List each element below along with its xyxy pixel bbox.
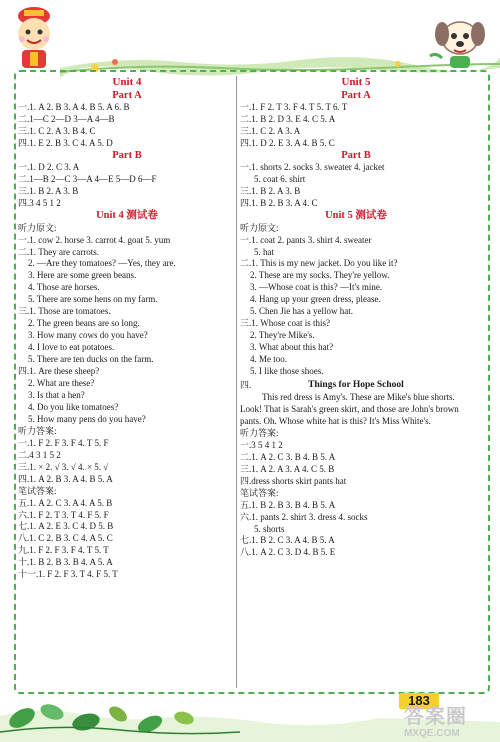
- answer-line: 四.1. B 2. B 3. A 4. C: [240, 198, 318, 209]
- answer-line: 一.1. A 2. B 3. A 4. B 5. A 6. B: [18, 102, 130, 112]
- answer-line: 二.1. This is my new jacket. Do you like it?: [240, 258, 398, 269]
- answer-line: 十.1. B 2. B 3. B 4. A 5. A: [18, 557, 113, 568]
- unit-title: Unit 5: [341, 76, 371, 88]
- answer-line: 八.1. C 2. B 3. C 4. A 5. C: [18, 533, 113, 544]
- part-heading: Part B: [341, 149, 371, 161]
- answer-line: 2. The green beans are so long.: [28, 318, 140, 329]
- answer-line: 三.1. C 2. A 3. B 4. C: [18, 125, 96, 136]
- test-heading: Unit 4 测试卷: [96, 210, 158, 222]
- answer-line: 二.1. They are carrots.: [18, 246, 99, 257]
- answer-line: 二.1—B 2—C 3—A 4—E 5—D 6—F: [18, 174, 157, 185]
- answer-line: 一.1. coat 2. pants 3. shirt 4. sweater: [240, 234, 372, 245]
- answer-line: 四.1. D 2. E 3. A 4. B 5. C: [240, 137, 335, 148]
- answer-line: 5. Chen Jie has a yellow hat.: [250, 306, 353, 317]
- answer-line: 四.3 4 5 1 2: [18, 198, 61, 209]
- answer-line: 2. —Are they tomatoes? —Yes, they are.: [28, 258, 176, 269]
- answer-line: 六.1. pants 2. shirt 3. dress 4. socks: [240, 511, 368, 522]
- answer-line: 5. I like those shoes.: [250, 366, 324, 377]
- passage-title: Things for Hope School: [308, 380, 404, 391]
- answer-line: 一.1. F 2. F 3. F 4. T 5. F: [18, 437, 109, 448]
- answer-line: 一.1. D 2. C 3. A: [18, 162, 80, 173]
- answer-line: 四.1. Are these sheep?: [18, 366, 100, 377]
- answer-line: 三.1. Those are tomatoes.: [18, 306, 111, 317]
- answer-line: 2. What are these?: [28, 378, 95, 389]
- column-divider: [236, 76, 237, 688]
- answer-line: 三.1. B 2. A 3. B: [18, 186, 79, 197]
- answer-line: 一.3 5 4 1 2: [240, 439, 283, 450]
- answer-line: 五.1. A 2. C 3. A 4. A 5. B: [18, 497, 113, 508]
- unit-title: Unit 4: [112, 76, 142, 88]
- section-label: 听力答案:: [240, 427, 279, 438]
- watermark-url: MXQE.COM: [404, 728, 460, 739]
- answer-line: 3. —Whose coat is this? —It's mine.: [250, 282, 383, 293]
- section-label: 笔试答案:: [240, 487, 279, 498]
- answer-line: 5. There are ten ducks on the farm.: [28, 354, 154, 365]
- answer-line: 4. Me too.: [250, 354, 287, 365]
- answer-line: 三.1. A 2. A 3. A 4. C 5. B: [240, 463, 335, 474]
- left-column: [18, 76, 236, 581]
- answer-line: 三.1. C 2. A 3. A: [240, 125, 301, 136]
- answer-line: 3. Here are some green beans.: [28, 270, 137, 281]
- answer-line: 二.1—C 2—D 3—A 4—B: [18, 113, 115, 124]
- answer-line: 十一.1. F 2. F 3. T 4. F 5. T: [18, 569, 118, 580]
- section-label: 笔试答案:: [18, 485, 57, 496]
- test-heading: Unit 5 测试卷: [325, 210, 387, 222]
- answer-line: 4. Those are horses.: [28, 282, 100, 293]
- answer-line: 3. Is that a hen?: [28, 389, 85, 400]
- page-number: 183: [399, 693, 439, 709]
- dog-mascot-icon: [420, 8, 496, 72]
- answer-line: 三.1. Whose coat is this?: [240, 318, 330, 329]
- answer-line: 四.1. A 2. B 3. A 4. B 5. A: [18, 473, 113, 484]
- answer-line: 4. I love to eat potatoes.: [28, 342, 115, 353]
- answer-line: 三.1. × 2. √ 3. √ 4. × 5. √: [18, 461, 109, 472]
- answer-line: 5. coat 6. shirt: [254, 174, 306, 185]
- watermark-title: 答案圈: [404, 706, 467, 728]
- part-heading: Part A: [112, 89, 142, 101]
- answer-line: 5. There are some hens on my farm.: [28, 294, 158, 305]
- answer-line: 5. hat: [254, 246, 274, 257]
- section-label: 听力答案:: [18, 425, 57, 436]
- answer-line: 一.1. shorts 2. socks 3. sweater 4. jacket: [240, 162, 385, 173]
- answer-line: 3. How many cows do you have?: [28, 330, 148, 341]
- answer-line: 四.dress shorts skirt pants hat: [240, 475, 347, 486]
- boy-mascot-icon: [2, 2, 66, 72]
- section-label: 听力原文:: [240, 222, 279, 233]
- answer-line: 3. What about this hat?: [250, 342, 334, 353]
- answer-line: 4. Hang up your green dress, please.: [250, 294, 381, 305]
- passage-title-row: [240, 378, 472, 392]
- answer-line: 一.1. F 2. T 3. F 4. T 5. T 6. T: [240, 102, 348, 112]
- answer-line: 七.1. A 2. E 3. C 4. D 5. B: [18, 521, 114, 532]
- passage-text: This red dress is Amy's. These are Mike's blue shorts. Look! That is Sarah's green skirt, and those are John's brown pants. Oh. Whose white hat is this? It's Miss White's.: [240, 392, 459, 426]
- answer-line: 三.1. B 2. A 3. B: [240, 186, 301, 197]
- answer-line: 四.1. E 2. B 3. C 4. A 5. D: [18, 137, 113, 148]
- answer-line: 七.1. B 2. C 3. A 4. B 5. A: [240, 535, 335, 546]
- watermark: [404, 706, 498, 740]
- answer-line: 二.4 3 1 5 2: [18, 449, 61, 460]
- answer-line: 2. They're Mike's.: [250, 330, 315, 341]
- right-column: [240, 76, 472, 559]
- answer-line: 5. shorts: [254, 523, 285, 534]
- answer-line: 九.1. F 2. F 3. F 4. T 5. T: [18, 545, 109, 556]
- answer-line: 4. Do you like tomatoes?: [28, 401, 119, 412]
- answer-line: 六.1. F 2. T 3. T 4. F 5. F: [18, 509, 109, 520]
- part-heading: Part A: [341, 89, 371, 101]
- section-label: 四.: [240, 380, 252, 391]
- answer-line: 五.1. B 2. B 3. B 4. B 5. A: [240, 499, 336, 510]
- section-label: 听力原文:: [18, 222, 57, 233]
- part-heading: Part B: [112, 149, 142, 161]
- answer-line: 八.1. A 2. C 3. D 4. B 5. E: [240, 547, 336, 558]
- answer-line: 二.1. A 2. C 3. B 4. B 5. A: [240, 451, 336, 462]
- answer-line: 二.1. B 2. D 3. E 4. C 5. A: [240, 113, 336, 124]
- answer-line: 5. How many pens do you have?: [28, 413, 146, 424]
- answer-line: 一.1. cow 2. horse 3. carrot 4. goat 5. yum: [18, 234, 171, 245]
- answer-line: 2. These are my socks. They're yellow.: [250, 270, 390, 281]
